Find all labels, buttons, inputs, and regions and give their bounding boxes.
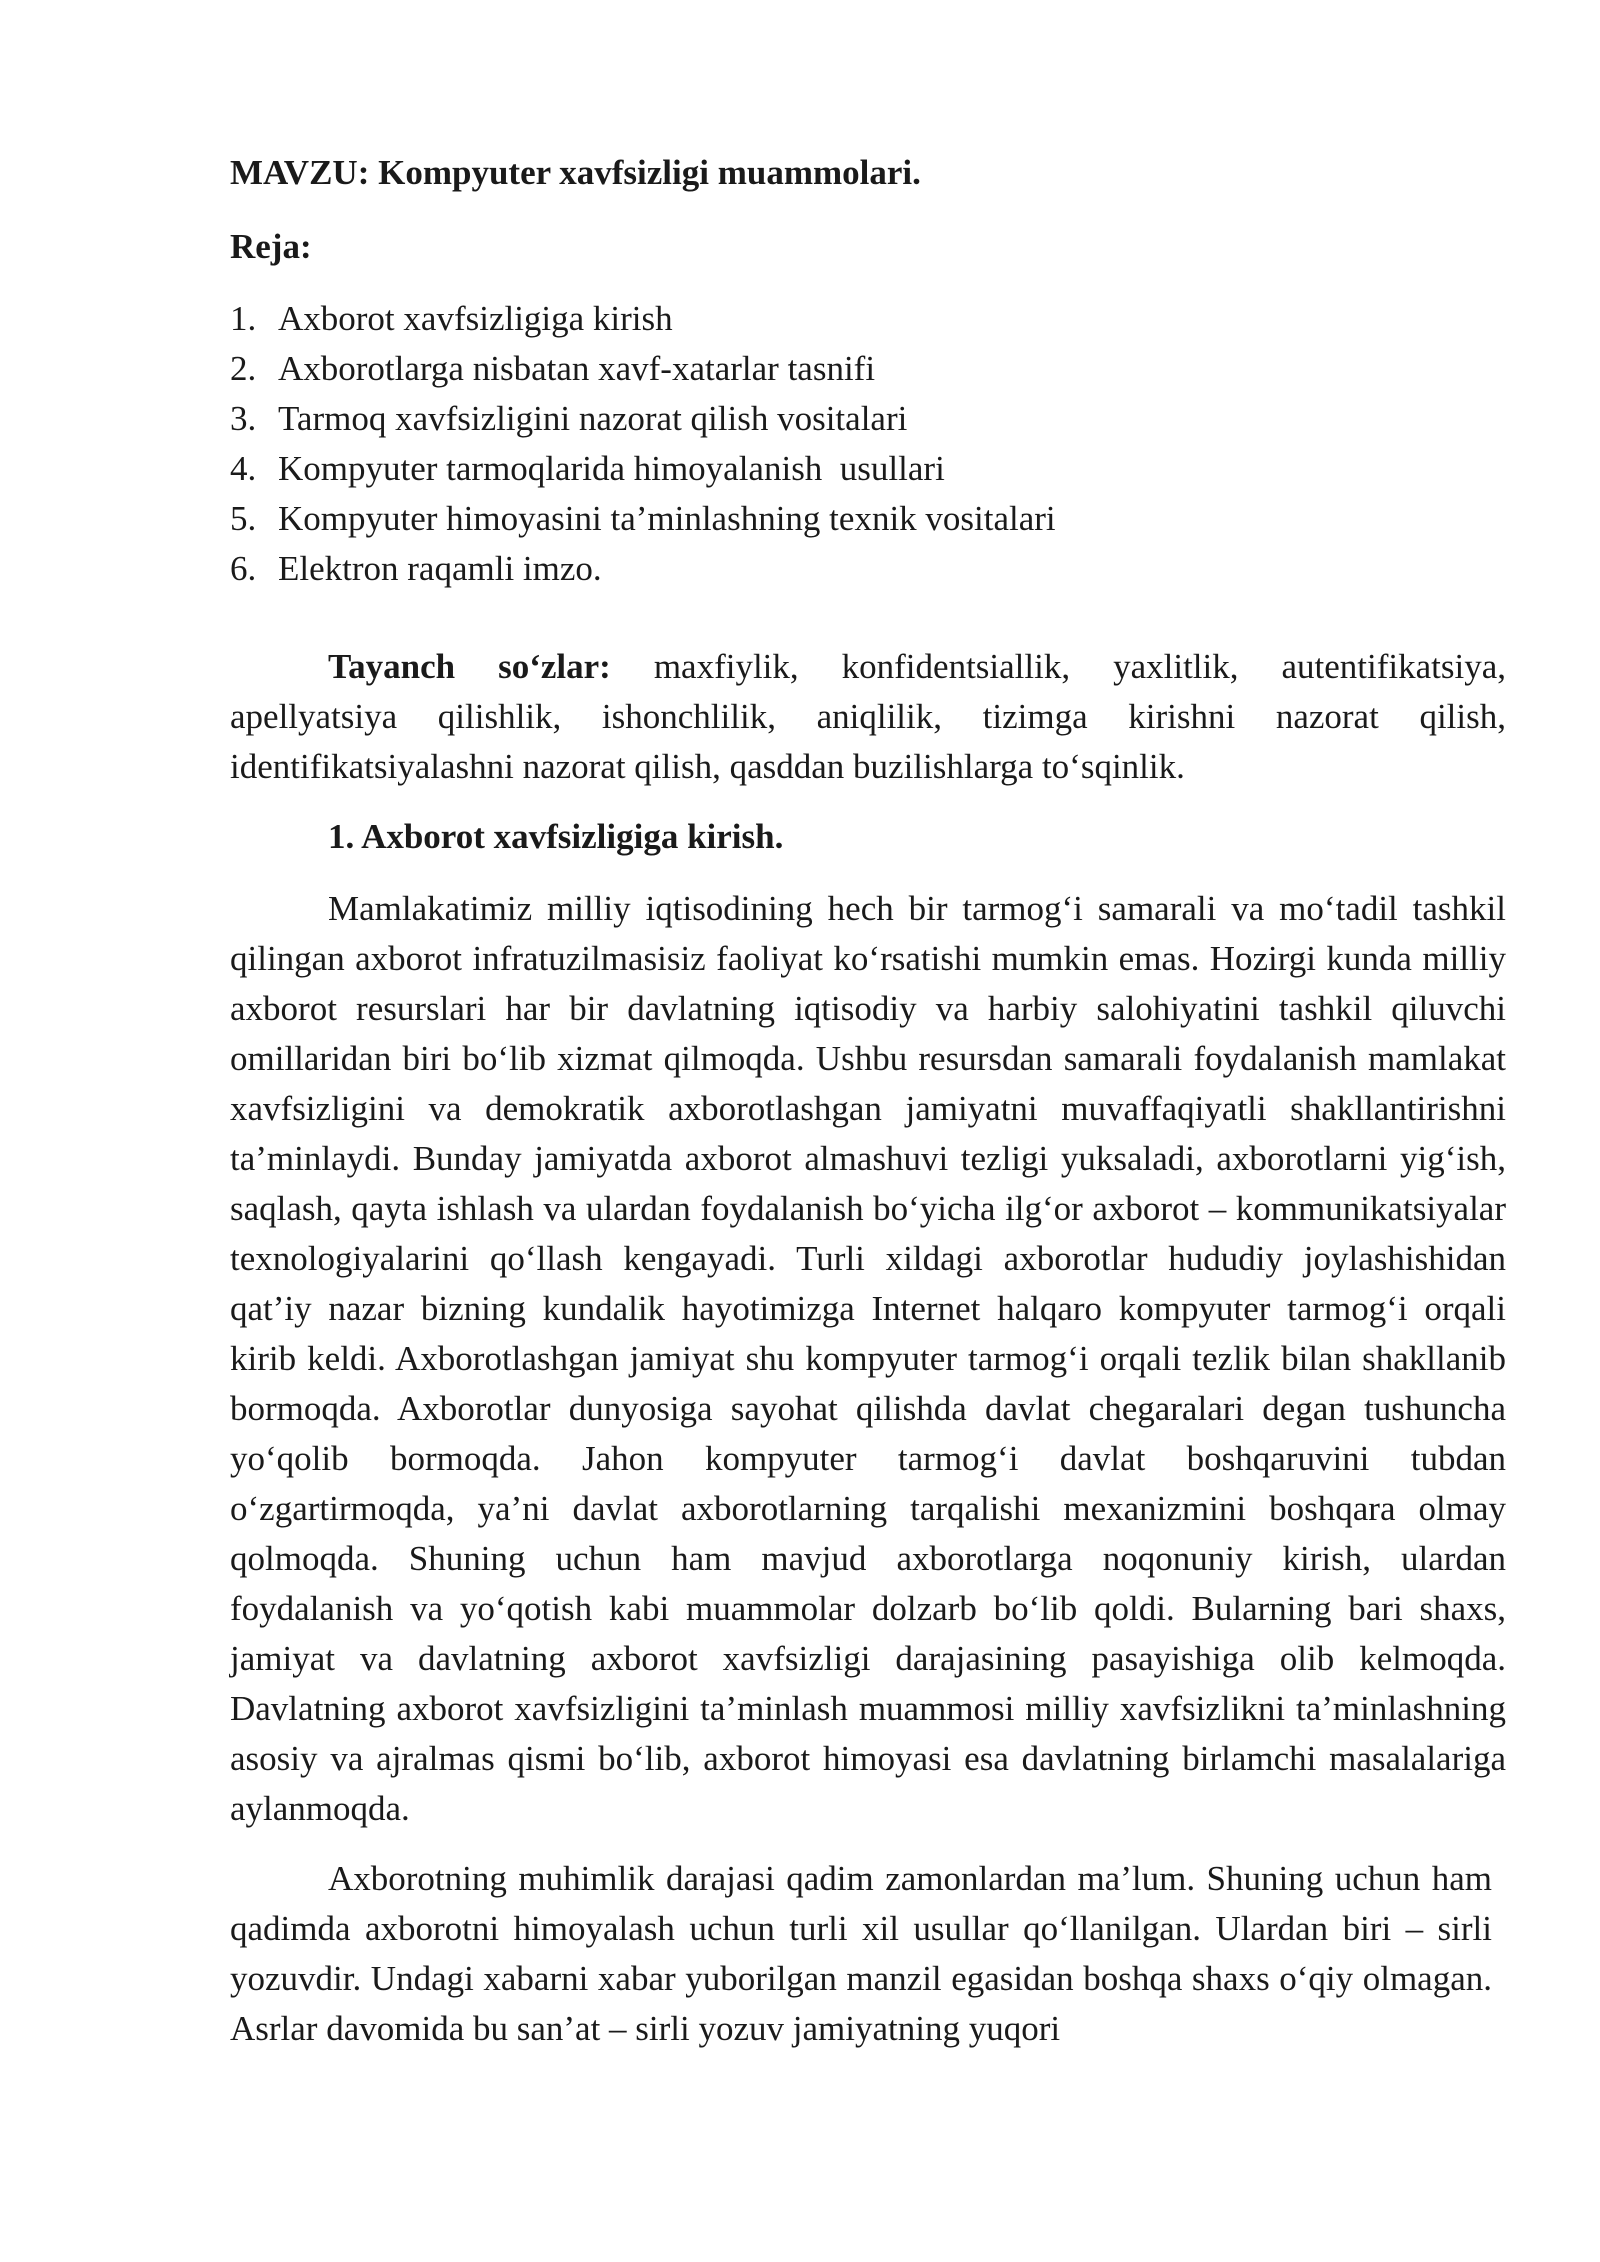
keywords-label: Tayanch so‘zlar: [328, 647, 611, 686]
plan-item [230, 294, 1506, 344]
plan-item-text: Tarmoq xavfsizligini nazorat qilish vositalari [278, 399, 908, 438]
plan-item-text: Elektron raqamli imzo. [278, 549, 602, 588]
keywords-paragraph [230, 642, 1506, 792]
document-title: MAVZU: Kompyuter xavfsizligi muammolari. [230, 153, 921, 192]
plan-item-number: 4. [230, 449, 257, 488]
plan-item [230, 444, 1506, 494]
plan-item-number: 6. [230, 549, 257, 588]
plan-item [230, 394, 1506, 444]
plan-list [230, 294, 1506, 594]
section-heading: 1. Axborot xavfsizligiga kirish. [328, 817, 784, 856]
plan-item-number: 2. [230, 349, 257, 388]
body-paragraph: Axborotning muhimlik darajasi qadim zamonlardan ma’lum. Shuning uchun ham qadimda axborotni himoyalash uchun turli xil usullar qo‘llanilgan. Ulardan biri – sirli yozuvdir. Undagi xabarni xabar yuborilgan manzil egasidan boshqa shaxs o‘qiy olmagan. Asrlar davomida bu san’at – sirli yozuv jamiyatning yuqori [230, 1859, 1492, 2048]
plan-item-number: 3. [230, 399, 257, 438]
document-page [230, 148, 1506, 2054]
plan-item-text: Axborot xavfsizligiga kirish [278, 299, 673, 338]
plan-item [230, 544, 1506, 594]
plan-item [230, 494, 1506, 544]
plan-item-text: Kompyuter himoyasini ta’minlashning texnik vositalari [278, 499, 1056, 538]
plan-item [230, 344, 1506, 394]
plan-heading: Reja: [230, 227, 312, 266]
plan-item-number: 1. [230, 299, 257, 338]
plan-item-text: Kompyuter tarmoqlarida himoyalanish usullari [278, 449, 945, 488]
plan-item-number: 5. [230, 499, 257, 538]
body-paragraph: Mamlakatimiz milliy iqtisodining hech bir tarmog‘i samarali va mo‘tadil tashkil qilingan axborot infratuzilmasisiz faoliyat ko‘rsatishi mumkin emas. Hozirgi kunda milliy axborot resurslari har bir davlatning iqtisodiy va harbiy salohiyatini tashkil qiluvchi omillaridan biri bo‘lib xizmat qilmoqda. Ushbu resursdan samarali foydalanish mamlakat xavfsizligini va demokratik axborotlashgan jamiyatni muvaffaqiyatli shakllantirishni ta’minlaydi. Bunday jamiyatda axborot almashuvi tezligi yuksaladi, axborotlarni yig‘ish, saqlash, qayta ishlash va ulardan foydalanish bo‘yicha ilg‘or axborot – kommunikatsiyalar texnologiyalarini qo‘llash kengayadi. Turli xildagi axborotlar hududiy joylashishidan qat’iy nazar bizning kundalik hayotimizga Internet halqaro kompyuter tarmog‘i orqali kirib keldi. Axborotlashgan jamiyat shu kompyuter tarmog‘i orqali tezlik bilan shakllanib bormoqda. Axborotlar dunyosiga sayohat qilishda davlat chegaralari degan tushuncha yo‘qolib bormoqda. Jahon kompyuter tarmog‘i davlat boshqaruvini tubdan o‘zgartirmoqda, ya’ni davlat axborotlarning tarqalishi mexanizmini boshqara olmay qolmoqda. Shuning uchun ham mavjud axborotlarga noqonuniy kirish, ulardan foydalanish va yo‘qotish kabi muammolar dolzarb bo‘lib qoldi. Bularning bari shaxs, jamiyat va davlatning axborot xavfsizligi darajasining pasayishiga olib kelmoqda. Davlatning axborot xavfsizligini ta’minlash muammosi milliy xavfsizlikni ta’minlashning asosiy va ajralmas qismi bo‘lib, axborot himoyasi esa davlatning birlamchi masalalariga aylanmoqda. [230, 889, 1506, 1828]
plan-item-text: Axborotlarga nisbatan xavf-xatarlar tasnifi [278, 349, 876, 388]
keywords-text: maxfiylik, konfidentsiallik, yaxlitlik, autentifikatsiya, apellyatsiya qilishlik, ishonchlilik, aniqlilik, tizimga kirishni nazorat qilish, identifikatsiyalashni nazorat qilish, qasddan buzilishlarga to‘sqinlik. [230, 647, 1506, 786]
